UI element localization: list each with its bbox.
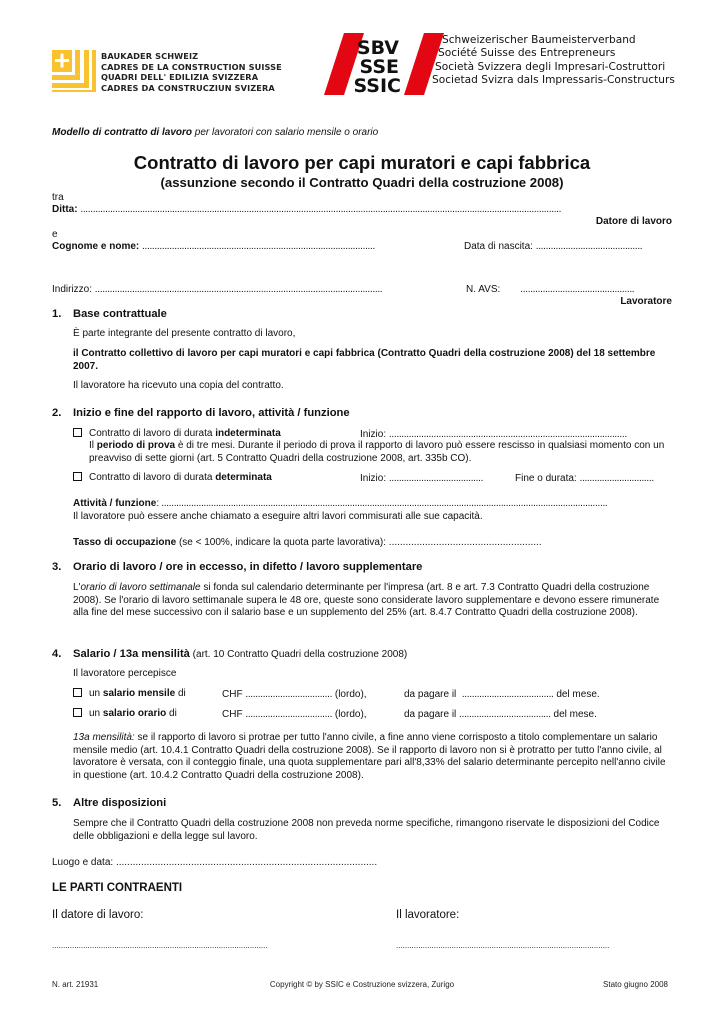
section-title: Salario / 13a mensilità [73, 648, 190, 660]
hourly-pay-day-field[interactable] [404, 708, 597, 721]
logo-line: Société Suisse des Entrepreneurs [438, 47, 616, 60]
determinate-end-field[interactable] [515, 472, 654, 485]
determinate-start-field[interactable] [360, 472, 483, 485]
pay-label: da pagare il [404, 709, 457, 720]
amount-dots: ................................... [245, 709, 333, 720]
copyright: Copyright © by SSIC e Costruzione svizzera, Zurigo [269, 980, 455, 989]
ditta-dots: .................................................................................................................................................................................................. [80, 204, 562, 215]
option-pre: un [89, 708, 103, 719]
activity-field[interactable] [73, 498, 673, 511]
logo-line: Societad Svizra dals Impressaris-Constructurs [432, 74, 675, 87]
section-2-heading [52, 406, 350, 421]
month-label: del mese. [553, 709, 597, 720]
ditta-label: Ditta: [52, 204, 78, 215]
section-number: 4. [52, 648, 62, 660]
svg-text:SBV: SBV [356, 37, 399, 59]
employee-role-label: Lavoratore [620, 296, 672, 307]
logo-line: BAUKADER SCHWEIZ [101, 51, 199, 61]
start-label: Inizio: [360, 429, 387, 440]
trial-rest: è di tre mesi. Durante il periodo di prova il rapporto di lavoro può essere rescisso in qualsiasi momento con un preavviso di sette giorni (art. 5 Contratto Quadri della costruzione 2008, art. 335b CO). [89, 440, 665, 464]
birth-label: Data di nascita: [464, 241, 533, 252]
checkbox-icon[interactable] [73, 472, 82, 481]
address-label: Indirizzo: [52, 284, 93, 295]
section-1-p2: il Contratto collettivo di lavoro per capi muratori e capi fabbrica (Contratto Quadri della costruzione 2008) del 18 settembre 2007. [73, 348, 656, 372]
rate-rest: (se < 100%, indicare la quota parte lavorativa): ....................................................... [176, 537, 542, 548]
employer-role-label: Datore di lavoro [595, 216, 672, 227]
activity-label: Attività / funzione [73, 498, 157, 509]
logo-line: Società Svizzera degli Impresari-Costruttori [435, 60, 666, 73]
employer-signature-label: Il datore di lavoro: [52, 909, 144, 921]
section-1-p1: È parte integrante del presente contratto di lavoro, [73, 328, 296, 339]
article-number: N. art. 21931 [52, 980, 99, 989]
option-bold: salario orario [102, 708, 167, 719]
option-pre: un [89, 688, 103, 699]
monthly-salary-amount-field[interactable] [222, 688, 367, 701]
option-bold: determinata [215, 472, 272, 483]
name-dots: .............................................................................................. [142, 241, 375, 252]
signatures-heading: LE PARTI CONTRAENTI [52, 882, 183, 894]
monthly-pay-day-field[interactable] [404, 688, 600, 701]
logo-line: CADRES DA CONSTRUCZIUN SVIZERA [101, 82, 275, 93]
currency: CHF [222, 709, 243, 720]
pay-label: da pagare il [404, 689, 457, 700]
checkbox-icon[interactable] [73, 428, 82, 437]
employee-signature-label: Il lavoratore: [396, 909, 460, 921]
amount-dots: ................................... [245, 689, 333, 700]
section-1-heading [52, 307, 167, 322]
section-1-p3: Il lavoratore ha ricevuto una copia del contratto. [73, 380, 284, 391]
page-title: Contratto di lavoro per capi muratori e capi fabbrica [133, 152, 591, 173]
section-title: Orario di lavoro / ore in eccesso, in difetto / lavoro supplementare [73, 561, 423, 573]
tra-label: tra [52, 192, 64, 203]
e-label: e [52, 229, 58, 240]
text-pre: L' [73, 582, 81, 593]
ssic-logo-text [432, 34, 675, 88]
option-post: di [166, 708, 177, 719]
section-number: 3. [52, 561, 62, 573]
activity-note: Il lavoratore può essere anche chiamato a eseguire altri lavori commisurati alle sue capacità. [73, 511, 483, 522]
model-line [52, 126, 378, 139]
section-number: 5. [52, 797, 62, 809]
pay-dots: ..................................... [461, 689, 554, 700]
birth-dots: ........................................... [535, 241, 643, 252]
employment-rate-field[interactable] [73, 537, 673, 550]
model-line-bold: Modello di contratto di lavoro [52, 127, 192, 138]
baukader-logo-text [101, 51, 282, 93]
section-title: Altre disposizioni [73, 797, 167, 809]
rate-label: Tasso di occupazione [73, 537, 177, 548]
section-3-text [73, 582, 675, 620]
note-rest: se il rapporto di lavoro si protrae per tutto l'anno civile, a fine anno viene corrisposto a titolo complementare un salario mensile medio (art. 10.4.1 Contratto Quadri della costruzione 2008). Se il rapporto di lavoro non si è protratto per tutto l'anno civile, al lavoratore è versata, con il conteggio finale, una quota supplementare pari all'8,33% del salario determinante percepito nell'anno civile in questione (art. 10.4.2 Contratto Quadri della costruzione 2008). [73, 732, 666, 781]
gross-label: (lordo), [334, 689, 367, 700]
section-4-heading [52, 647, 407, 662]
thirteenth-salary-note [73, 732, 675, 782]
salary-intro: Il lavoratore percepisce [73, 668, 177, 679]
option-bold: indeterminata [215, 428, 281, 439]
ssic-red-stripes-logo-icon [322, 33, 444, 95]
end-dots: .............................. [579, 473, 654, 484]
svg-text:SSE: SSE [359, 56, 399, 78]
section-5-heading [52, 796, 166, 811]
section-5-text: Sempre che il Contratto Quadri della costruzione 2008 non preveda norme specifiche, rimangono riservate le disposizioni del Codice delle obbligazioni e della legge sul lavoro. [73, 818, 660, 842]
option-text: Contratto di lavoro di durata [89, 428, 216, 439]
start-dots: ................................................................................................ [388, 429, 627, 440]
place-date-field[interactable]: Luogo e data: .............................................................................................. [52, 857, 378, 868]
avs-dots: .............................................. [520, 284, 635, 295]
section-title: Base contrattuale [73, 308, 167, 320]
text-rest: si fonda sul calendario determinante per l'impresa (art. 8 e art. 7.3 Contratto Quadri della costruzione 2008). Se l'orario di lavoro settimanale supera le 48 ore, queste sono considerate lavoro supplementare e devono essere rimunerate alla fine del mese successivo con il salario base e un supplemento del 25% (art. 8.4.7 Contratto Quadri della costruzione 2008). [73, 582, 660, 619]
section-3-heading [52, 560, 422, 575]
end-label: Fine o durata: [515, 473, 577, 484]
gross-label: (lordo), [334, 709, 367, 720]
svg-text:SSIC: SSIC [353, 75, 401, 95]
month-label: del mese. [556, 689, 600, 700]
page-subtitle: (assunzione secondo il Contratto Quadri della costruzione 2008) [160, 175, 564, 190]
employee-signature-line[interactable]: ................................................................................................ [396, 941, 610, 950]
pay-dots: ..................................... [459, 709, 551, 720]
activity-dots: : .................................................................................................................................................................................... [156, 498, 608, 509]
option-bold: salario mensile [102, 688, 176, 699]
swiss-cross-logo-icon [52, 50, 97, 92]
logo-line: CADRES DE LA CONSTRUCTION SUISSE [101, 61, 282, 72]
currency: CHF [222, 689, 243, 700]
employer-signature-line[interactable]: ................................................................................................. [52, 941, 268, 950]
hourly-salary-amount-field[interactable] [222, 708, 367, 721]
birth-date-field[interactable] [464, 240, 642, 253]
start-dots: ...................................... [388, 473, 484, 484]
trial-period-text [89, 440, 673, 465]
address-dots: .................................................................................................................... [94, 284, 383, 295]
section-number: 2. [52, 407, 62, 419]
trial-pre: Il [89, 440, 97, 451]
avs-label: N. AVS: [466, 284, 501, 295]
section-title-note: (art. 10 Contratto Quadri della costruzione 2008) [189, 649, 408, 660]
trial-bold: periodo di prova [96, 440, 176, 451]
section-number: 1. [52, 308, 62, 320]
note-italic: 13a mensilità: [73, 732, 135, 743]
logo-line: Schweizerischer Baumeisterverband [442, 34, 636, 46]
start-label: Inizio: [360, 473, 387, 484]
logo-line: QUADRI DELL' EDILIZIA SVIZZERA [101, 72, 259, 83]
option-text: Contratto di lavoro di durata [89, 472, 216, 483]
checkbox-icon[interactable] [73, 708, 82, 717]
model-line-rest: per lavoratori con salario mensile o orario [192, 127, 379, 138]
name-label: Cognome e nome: [52, 241, 140, 252]
section-title: Inizio e fine del rapporto di lavoro, attività / funzione [73, 407, 350, 419]
text-italic: orario di lavoro settimanale [80, 582, 201, 593]
document-status: Stato giugno 2008 [603, 980, 668, 989]
checkbox-icon[interactable] [73, 688, 82, 697]
option-post: di [175, 688, 186, 699]
